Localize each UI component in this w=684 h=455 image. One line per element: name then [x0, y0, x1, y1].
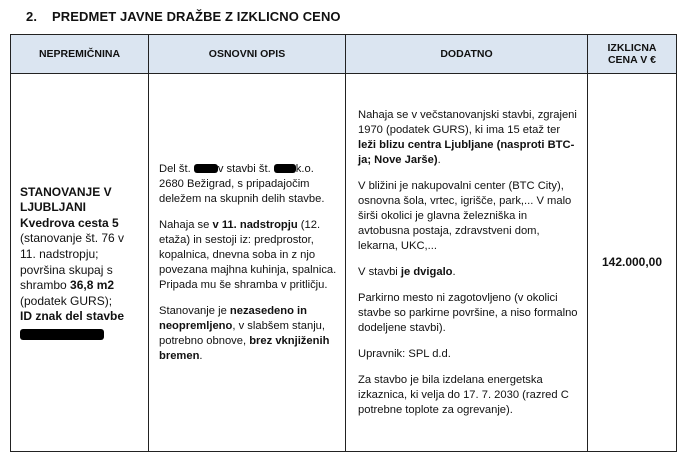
description-paragraph-1 [159, 162, 337, 207]
header-price-line1: IZKLICNA [607, 42, 657, 54]
property-title-line1: STANOVANJE V [20, 184, 112, 199]
description-text: , v slabšem stanju, potrebno obnove, [159, 319, 326, 347]
description-text: Nahaja se [159, 218, 213, 231]
additional-paragraph-1 [358, 108, 579, 168]
description-paragraph-3 [159, 304, 337, 364]
description-text: . [199, 349, 203, 362]
additional-paragraph-3 [358, 265, 579, 280]
header-description: OSNOVNI OPIS [149, 35, 346, 74]
description-text: (12. etaža) in sestoji iz: predprostor, kopalnica, dnevna soba in z njo povezana majhna kuhinja, spalnica. Pripada mu še shramba v pritličju. [159, 218, 337, 291]
price-value: 142.000,00 [601, 255, 663, 269]
description-cell [149, 74, 346, 452]
property-details-1: (stanovanje št. 76 v 11. nadstropju; površina skupaj s shrambo [20, 231, 125, 293]
table-row [11, 74, 677, 452]
description-paragraph-2 [159, 218, 337, 293]
description-text: Del št. [159, 162, 194, 175]
additional-paragraph-2: V bližini je nakupovalni center (BTC City), osnovna šola, vrtec, igrišče, park,... V malo širši okolici je glavna železniška in avtobusna postaja, zdravstveni dom, lekarna, UKC,... [358, 179, 572, 252]
header-additional: DODATNO [346, 35, 588, 74]
additional-text: . [437, 153, 441, 166]
description-emphasis: nezasedeno in neopremljeno [159, 304, 307, 332]
redaction-mark [194, 164, 218, 173]
section-title: PREDMET JAVNE DRAŽBE Z IZKLICNO CENO [52, 9, 341, 24]
property-title-line2: LJUBLJANI [20, 200, 87, 215]
additional-paragraph-4: Parkirno mesto ni zagotovljeno (v okolici stavbe so parkirne površine, a niso formalno dodeljene stavbi). [358, 291, 578, 334]
additional-emphasis: je dvigalo [400, 265, 453, 278]
additional-text: V stavbi [358, 265, 401, 278]
header-property: NEPREMIČNINA [11, 35, 149, 74]
additional-emphasis: leži blizu centra Ljubljane (nasproti BTC-ja; Nove Jarše) [358, 138, 575, 166]
header-price [588, 35, 677, 74]
section-number: 2. [26, 9, 38, 24]
description-text: k.o. 2680 Bežigrad, s pripadajočim deležem na skupnih delih stavbe. [159, 162, 325, 205]
price-cell [588, 74, 677, 452]
property-id-label: ID znak del stavbe [20, 309, 125, 324]
section-heading [26, 9, 341, 24]
additional-text: . [452, 265, 456, 278]
description-emphasis: brez vknjiženih bremen [159, 334, 330, 362]
description-text: v stavbi št. [217, 162, 274, 175]
additional-text: Nahaja se v večstanovanjski stavbi, zgrajeni 1970 (podatek GURS), ki ima 15 etaž ter [358, 108, 577, 136]
auction-table [10, 34, 677, 452]
description-emphasis: v 11. nadstropju [212, 218, 298, 231]
redaction-mark [274, 164, 296, 173]
additional-paragraph-5: Upravnik: SPL d.d. [358, 347, 451, 360]
property-details-2: (podatek GURS); [20, 293, 113, 308]
additional-paragraph-6: Za stavbo je bila izdelana energetska izkaznica, ki velja do 17. 7. 2030 (razred C potrebne toplote za ogrevanje). [358, 373, 569, 416]
property-cell [11, 74, 149, 452]
property-area: 36,8 m2 [70, 278, 115, 293]
header-price-line2: CENA V € [607, 54, 657, 66]
description-text: Stanovanje je [159, 304, 230, 317]
table-header-row [11, 35, 677, 74]
property-address: Kvedrova cesta 5 [20, 215, 119, 230]
additional-cell [346, 74, 588, 452]
redaction-mark [20, 329, 104, 340]
